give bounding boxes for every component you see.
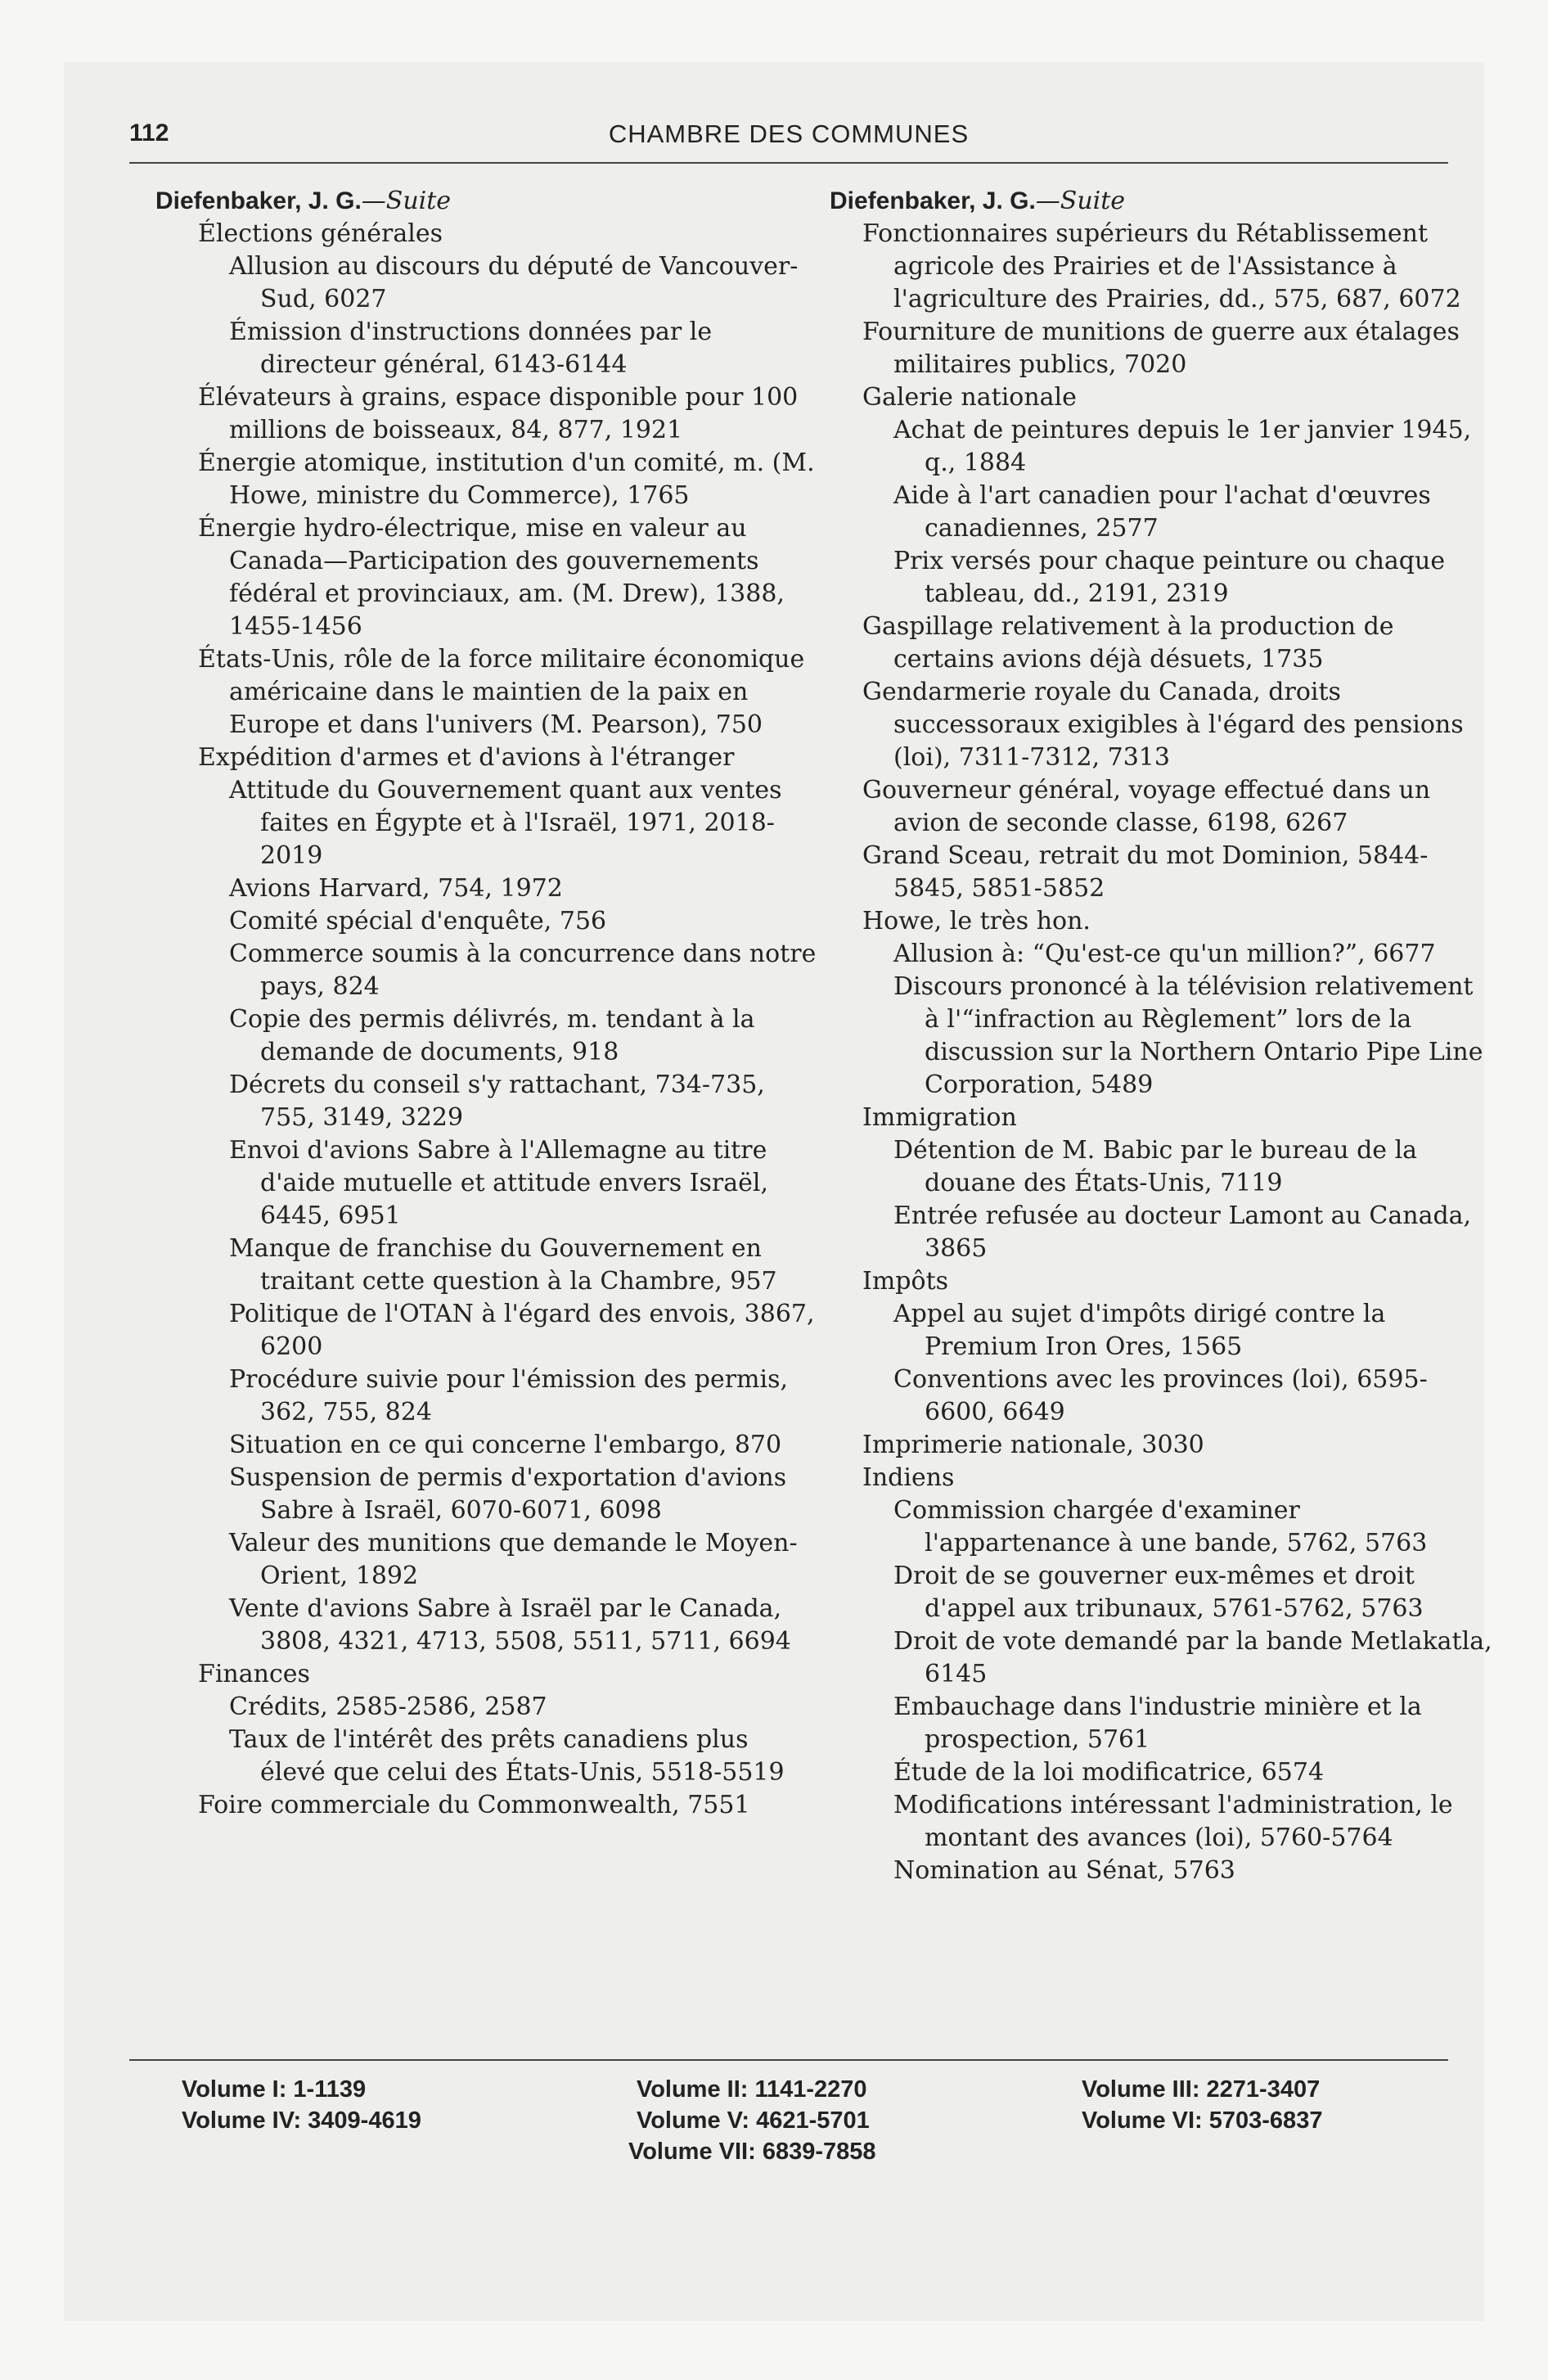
index-subentry: Droit de se gouverner eux-mêmes et droit d'appel aux tribunaux, 5761-5762, 5763 xyxy=(893,1562,1424,1623)
index-entry: Expédition d'armes et d'avions à l'étranger xyxy=(198,743,735,772)
index-subentry: Émission d'instructions données par le directeur général, 6143-6144 xyxy=(229,318,713,379)
index-entry: Élévateurs à grains, espace disponible pour 100 millions de boisseaux, 84, 877, 1921 xyxy=(198,383,799,444)
index-subentry: Allusion au discours du député de Vancouver-Sud, 6027 xyxy=(229,252,799,313)
index-subentry: Attitude du Gouvernement quant aux ventes faites en Égypte et à l'Israël, 1971, 2018-2019 xyxy=(229,776,782,870)
index-column-right xyxy=(830,185,1492,1887)
volume-range: Volume VII: 6839-7858 xyxy=(628,2139,876,2165)
index-subentry: Prix versés pour chaque peinture ou chaque tableau, dd., 2191, 2319 xyxy=(893,547,1446,608)
index-subentry: Modifications intéressant l'administration, le montant des avances (loi), 5760-5764 xyxy=(893,1791,1453,1852)
index-heading-suite: —Suite xyxy=(361,187,452,215)
index-heading xyxy=(830,185,1492,218)
volume-range: Volume IV: 3409-4619 xyxy=(182,2107,421,2134)
index-subentry: Situation en ce qui concerne l'embargo, 870 xyxy=(229,1431,782,1459)
index-subentry: Vente d'avions Sabre à Israël par le Canada, 3808, 4321, 4713, 5508, 5511, 5711, 6694 xyxy=(229,1594,791,1656)
index-subentry: Décrets du conseil s'y rattachant, 734-735, 755, 3149, 3229 xyxy=(229,1071,765,1132)
index-subentry: Copie des permis délivrés, m. tendant à la demande de documents, 918 xyxy=(229,1005,755,1066)
index-entry: Élections générales xyxy=(198,219,443,248)
index-subentry: Allusion à: “Qu'est-ce qu'un million?”, 6677 xyxy=(893,940,1436,968)
index-entry: Fonctionnaires supérieurs du Rétablissement agricole des Prairies et de l'Assistance à l'agriculture des Prairies, dd., 575, 687, 6072 xyxy=(862,219,1461,313)
index-heading-name: Diefenbaker, J. G. xyxy=(830,187,1036,214)
index-entry: Grand Sceau, retrait du mot Dominion, 5844-5845, 5851-5852 xyxy=(862,841,1429,903)
index-heading-suite: —Suite xyxy=(1035,187,1126,215)
index-subentry: Étude de la loi modificatrice, 6574 xyxy=(893,1758,1325,1787)
index-subentry: Achat de peintures depuis le 1er janvier 1945, q., 1884 xyxy=(893,416,1472,477)
index-entry: Fourniture de munitions de guerre aux étalages militaires publics, 7020 xyxy=(862,318,1460,379)
index-entry: Impôts xyxy=(862,1267,949,1296)
running-head: CHAMBRE DES COMMUNES xyxy=(608,119,970,148)
index-entry: Foire commerciale du Commonwealth, 7551 xyxy=(198,1791,750,1819)
index-entry: Howe, le très hon. xyxy=(862,907,1091,935)
index-subentry: Procédure suivie pour l'émission des permis, 362, 755, 824 xyxy=(229,1365,789,1427)
index-subentry: Manque de franchise du Gouvernement en traitant cette question à la Chambre, 957 xyxy=(229,1234,777,1296)
index-subentry: Taux de l'intérêt des prêts canadiens plus élevé que celui des États-Unis, 5518-5519 xyxy=(229,1725,785,1787)
index-column-left xyxy=(155,185,818,1822)
index-subentry: Comité spécial d'enquête, 756 xyxy=(229,907,607,935)
volume-range: Volume II: 1141-2270 xyxy=(637,2076,867,2103)
index-subentry: Aide à l'art canadien pour l'achat d'œuvres canadiennes, 2577 xyxy=(893,481,1431,543)
index-entry: Gouverneur général, voyage effectué dans un avion de seconde classe, 6198, 6267 xyxy=(862,776,1431,837)
index-subentry: Entrée refusée au docteur Lamont au Canada, 3865 xyxy=(893,1201,1472,1263)
page-header xyxy=(129,119,1448,162)
volume-range: Volume III: 2271-3407 xyxy=(1082,2076,1321,2103)
index-entry: Indiens xyxy=(862,1463,955,1492)
page-number: 112 xyxy=(129,119,169,146)
index-heading xyxy=(155,185,818,218)
volume-ranges xyxy=(129,2074,1448,2172)
index-entry: Gendarmerie royale du Canada, droits successoraux exigibles à l'égard des pensions (loi), 7311-7312, 7313 xyxy=(862,678,1464,772)
index-subentry: Détention de M. Babic par le bureau de la douane des États-Unis, 7119 xyxy=(893,1136,1418,1197)
index-heading-name: Diefenbaker, J. G. xyxy=(155,187,362,214)
index-subentry: Conventions avec les provinces (loi), 6595-6600, 6649 xyxy=(893,1365,1428,1427)
index-subentry: Embauchage dans l'industrie minière et la prospection, 5761 xyxy=(893,1693,1422,1754)
index-subentry: Politique de l'OTAN à l'égard des envois, 3867, 6200 xyxy=(229,1300,815,1361)
index-subentry: Droit de vote demandé par la bande Metlakatla, 6145 xyxy=(893,1627,1492,1688)
volume-range: Volume VI: 5703-6837 xyxy=(1082,2107,1323,2134)
index-entry: Imprimerie nationale, 3030 xyxy=(862,1431,1204,1459)
index-entry: États-Unis, rôle de la force militaire économique américaine dans le maintien de la paix en Europe et dans l'univers (M. Pearson), 750 xyxy=(198,645,805,739)
index-entry: Galerie nationale xyxy=(862,383,1077,412)
index-entry: Gaspillage relativement à la production de certains avions déjà désuets, 1735 xyxy=(862,612,1394,674)
index-subentry: Valeur des munitions que demande le Moyen-Orient, 1892 xyxy=(229,1529,798,1590)
index-subentry: Avions Harvard, 754, 1972 xyxy=(229,874,563,903)
index-entry: Énergie hydro-électrique, mise en valeur au Canada—Participation des gouvernements fédéral et provinciaux, am. (M. Drew), 1388, 1455-1456 xyxy=(198,514,785,641)
index-subentry: Nomination au Sénat, 5763 xyxy=(893,1856,1235,1885)
index-subentry: Discours prononcé à la télévision relativement à l'“infraction au Règlement” lors de la discussion sur la Northern Ontario Pipe Line Corporation, 5489 xyxy=(893,972,1483,1099)
index-subentry: Commerce soumis à la concurrence dans notre pays, 824 xyxy=(229,940,817,1001)
index-entry: Immigration xyxy=(862,1103,1017,1132)
index-subentry: Appel au sujet d'impôts dirigé contre la Premium Iron Ores, 1565 xyxy=(893,1300,1386,1361)
volume-range: Volume V: 4621-5701 xyxy=(637,2107,870,2134)
header-rule xyxy=(129,162,1448,164)
index-subentry: Envoi d'avions Sabre à l'Allemagne au titre d'aide mutuelle et attitude envers Israël, 6445, 6951 xyxy=(229,1136,769,1230)
index-subentry: Commission chargée d'examiner l'appartenance à une bande, 5762, 5763 xyxy=(893,1496,1428,1557)
index-subentry: Crédits, 2585-2586, 2587 xyxy=(229,1693,547,1721)
volume-range: Volume I: 1-1139 xyxy=(182,2076,367,2103)
index-subentry: Suspension de permis d'exportation d'avions Sabre à Israël, 6070-6071, 6098 xyxy=(229,1463,787,1525)
index-entry: Finances xyxy=(198,1660,310,1688)
index-entry: Énergie atomique, institution d'un comité, m. (M. Howe, ministre du Commerce), 1765 xyxy=(198,449,815,510)
footer-rule xyxy=(129,2059,1448,2061)
